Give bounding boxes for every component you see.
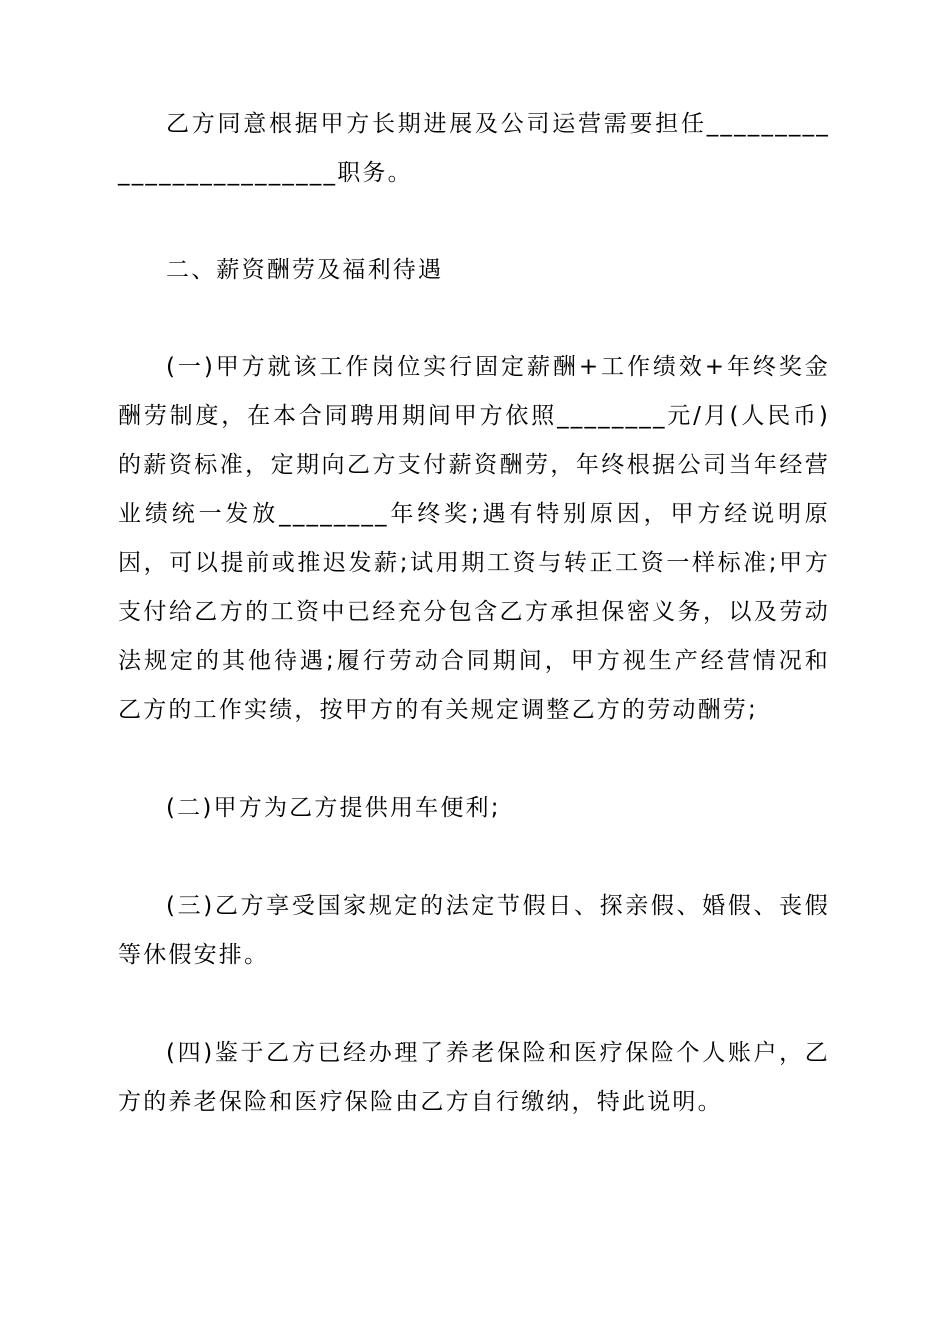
paragraph-gap xyxy=(118,735,830,784)
paragraph-gap xyxy=(118,833,830,882)
paragraph-position: 乙方同意根据甲方长期进展及公司运营需要担任_________________________职务。 xyxy=(118,111,830,186)
paragraph-vehicle: (二)甲方为乙方提供用车便利; xyxy=(166,795,501,821)
paragraph-gap xyxy=(118,295,830,343)
paragraph-holidays: (三)乙方享受国家规定的法定节假日、探亲假、婚假、丧假等休假安排。 xyxy=(118,893,830,968)
paragraph-salary-terms: (一)甲方就该工作岗位实行固定薪酬+工作绩效+年终奖金酬劳制度，在本合同聘用期间甲方依照________元/月(人民币)的薪资标准，定期向乙方支付薪资酬劳，年终根据公司当年经营业绩统一发放________年终奖;遇有特别原因，甲方经说明原因，可以提前或推迟发薪;试用期工资与转正工资一样标准;甲方支付给乙方的工资中已经充分包含乙方承担保密义务，以及劳动法规定的其他待遇;履行劳动合同期间，甲方视生产经营情况和乙方的工作实绩，按甲方的有关规定调整乙方的劳动酬劳; xyxy=(118,354,830,723)
paragraph-gap xyxy=(118,198,830,246)
document-body xyxy=(118,100,830,1127)
paragraph-insurance: (四)鉴于乙方已经办理了养老保险和医疗保险个人账户，乙方的养老保险和医疗保险由乙方自行缴纳，特此说明。 xyxy=(118,1040,830,1115)
paragraph-gap xyxy=(118,980,830,1029)
section-heading-salary: 二、薪资酬劳及福利待遇 xyxy=(166,257,444,283)
